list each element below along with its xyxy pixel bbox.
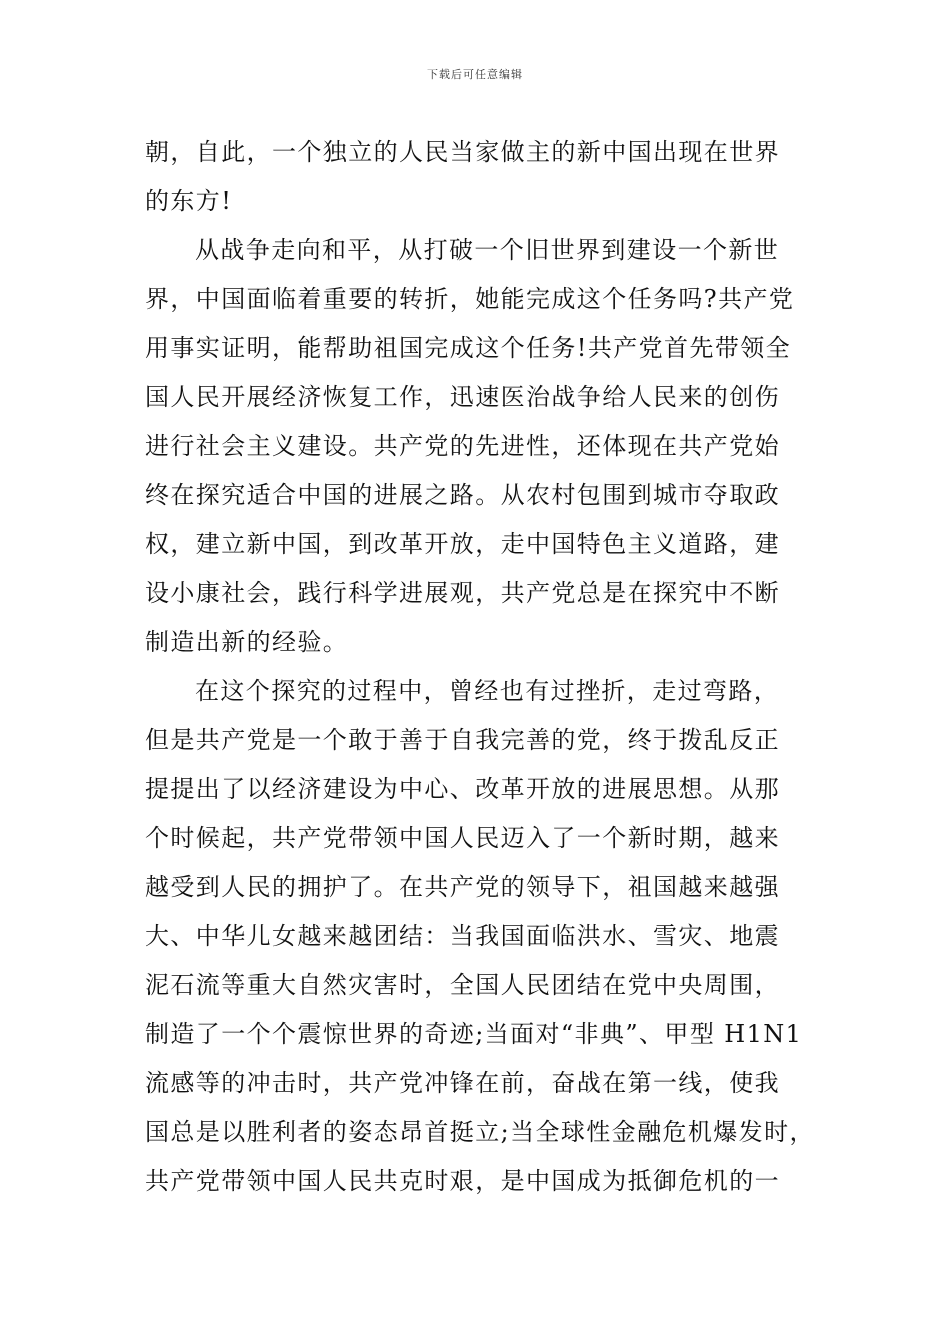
text-line: 泥石流等重大自然灾害时，全国人民团结在党中央周围， [145, 971, 780, 999]
paragraph-start-line: 从战争走向和平，从打破一个旧世界到建设一个新世 [195, 236, 780, 264]
text-line: 进行社会主义建设。共产党的先进性，还体现在共产党始 [145, 432, 780, 460]
text-line: 权，建立新中国，到改革开放，走中国特色主义道路，建 [145, 530, 780, 558]
text-line: 用事实证明，能帮助祖国完成这个任务!共产党首先带领全 [145, 334, 792, 362]
text-line: 提提出了以经济建设为中心、改革开放的进展思想。从那 [145, 775, 780, 803]
text-line: 国总是以胜利者的姿态昂首挺立;当全球性金融危机爆发时， [145, 1118, 815, 1146]
paragraph-start-line: 在这个探究的过程中，曾经也有过挫折，走过弯路， [195, 677, 780, 705]
text-line: 制造了一个个震惊世界的奇迹;当面对“非典”、甲型 H1N1 [145, 1020, 803, 1048]
text-line: 的东方! [145, 187, 233, 215]
text-line: 个时候起，共产党带领中国人民迈入了一个新时期，越来 [145, 824, 780, 852]
text-line: 终在探究适合中国的进展之路。从农村包围到城市夺取政 [145, 481, 780, 509]
text-line: 流感等的冲击时，共产党冲锋在前，奋战在第一线，使我 [145, 1069, 780, 1097]
body-text [145, 128, 825, 1206]
text-line: 共产党带领中国人民共克时艰，是中国成为抵御危机的一 [145, 1167, 780, 1195]
text-line: 但是共产党是一个敢于善于自我完善的党，终于拨乱反正 [145, 726, 780, 754]
text-line: 国人民开展经济恢复工作，迅速医治战争给人民来的创伤 [145, 383, 780, 411]
text-line: 设小康社会，践行科学进展观，共产党总是在探究中不断 [145, 579, 780, 607]
text-line: 越受到人民的拥护了。在共产党的领导下，祖国越来越强 [145, 873, 780, 901]
text-line: 界，中国面临着重要的转折，她能完成这个任务吗?共产党 [145, 285, 795, 313]
text-line: 大、中华儿女越来越团结：当我国面临洪水、雪灾、地震 [145, 922, 780, 950]
header-note: 下载后可任意编辑 [427, 68, 523, 81]
text-line: 朝，自此，一个独立的人民当家做主的新中国出现在世界 [145, 138, 780, 166]
text-line: 制造出新的经验。 [145, 628, 349, 656]
